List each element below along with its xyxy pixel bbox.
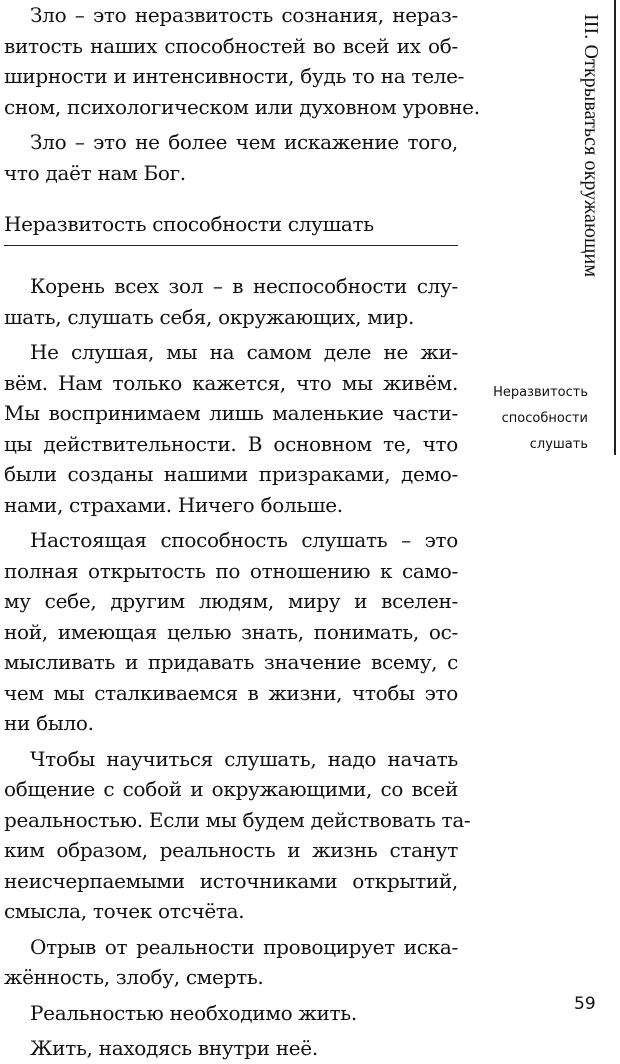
text-line: вём. Нам только кажется, что мы живём. [4, 370, 458, 395]
text-line: полная открытость по отношению к само- [4, 558, 458, 583]
text-line: Реальностью необходимо жить. [30, 1000, 357, 1025]
text-line: неисчерпаемыми источниками открытий, [4, 868, 458, 893]
text-line: Жить, находясь внутри неё. [30, 1036, 318, 1060]
text-line: жённость, злобу, смерть. [4, 965, 264, 989]
text-line: Корень всех зол – в неспособности слу- [30, 274, 458, 298]
heading-spacer [4, 246, 458, 271]
margin-rule [614, 0, 616, 455]
paragraph [4, 744, 471, 927]
text-line: Не слушая, мы на самом деле не жи- [30, 340, 458, 364]
text-line: шать, слушать себя, окружающих, мир. [4, 304, 415, 329]
text-line: были созданы нашими призраками, демо- [4, 462, 458, 486]
margin-note-line: слушать [529, 437, 588, 452]
text-line: реальностью. Если мы будем действовать та- [4, 807, 471, 832]
body-paragraphs [4, 271, 471, 1064]
text-line: общение с собой и окружающими, со всей [4, 777, 458, 801]
text-line: му себе, другим людям, миру и вселен- [4, 589, 458, 613]
page-number: 59 [574, 994, 596, 1014]
text-line: ширности и интенсивности, будь то на теле- [4, 64, 465, 88]
paragraph [4, 127, 458, 188]
text-line: ким образом, реальность и жизнь станут [4, 838, 458, 862]
paragraph [4, 932, 458, 993]
text-line: Зло – это не более чем искажение того, [30, 130, 458, 154]
section-heading: Неразвитость способности слушать [4, 209, 458, 246]
margin-note-line: способности [501, 411, 588, 426]
text-line: ни было. [4, 711, 94, 735]
text-line: Отрыв от реальности провоцирует иска- [30, 934, 458, 959]
text-line: нами, страхами. Ничего больше. [4, 492, 343, 517]
text-line: Мы воспринимаем лишь маленькие части- [4, 401, 458, 425]
text-line: ной, имеющая целью знать, понимать, ос- [4, 619, 458, 644]
paragraph [4, 998, 458, 1029]
text-line: мысливать и придавать значение всему, с [4, 650, 458, 674]
text-line: сном, психологическом или духовном уровне. [4, 94, 480, 119]
paragraph [4, 525, 458, 739]
text-line: витость наших способностей во всей их об- [4, 33, 458, 58]
main-text-column [4, 0, 480, 1064]
running-head: III. Открываться окружающим [580, 14, 602, 278]
margin-note-line: Неразвитость [493, 385, 588, 400]
margin-note [470, 380, 588, 458]
text-line: смысла, точек отсчёта. [4, 899, 245, 923]
paragraph [4, 1033, 458, 1064]
intro-paragraphs [4, 0, 480, 188]
text-line: что даёт нам Бог. [4, 160, 186, 185]
text-line: чем мы сталкиваемся в жизни, чтобы это [4, 680, 458, 705]
text-line: Настоящая способность слушать – это [30, 528, 458, 552]
paragraph [4, 337, 458, 520]
paragraph [4, 0, 480, 122]
text-line: цы действительности. В основном те, что [4, 431, 458, 456]
paragraph [4, 271, 458, 332]
text-line: Чтобы научиться слушать, надо начать [30, 746, 458, 771]
text-line: Зло – это неразвитость сознания, нераз- [30, 3, 458, 27]
